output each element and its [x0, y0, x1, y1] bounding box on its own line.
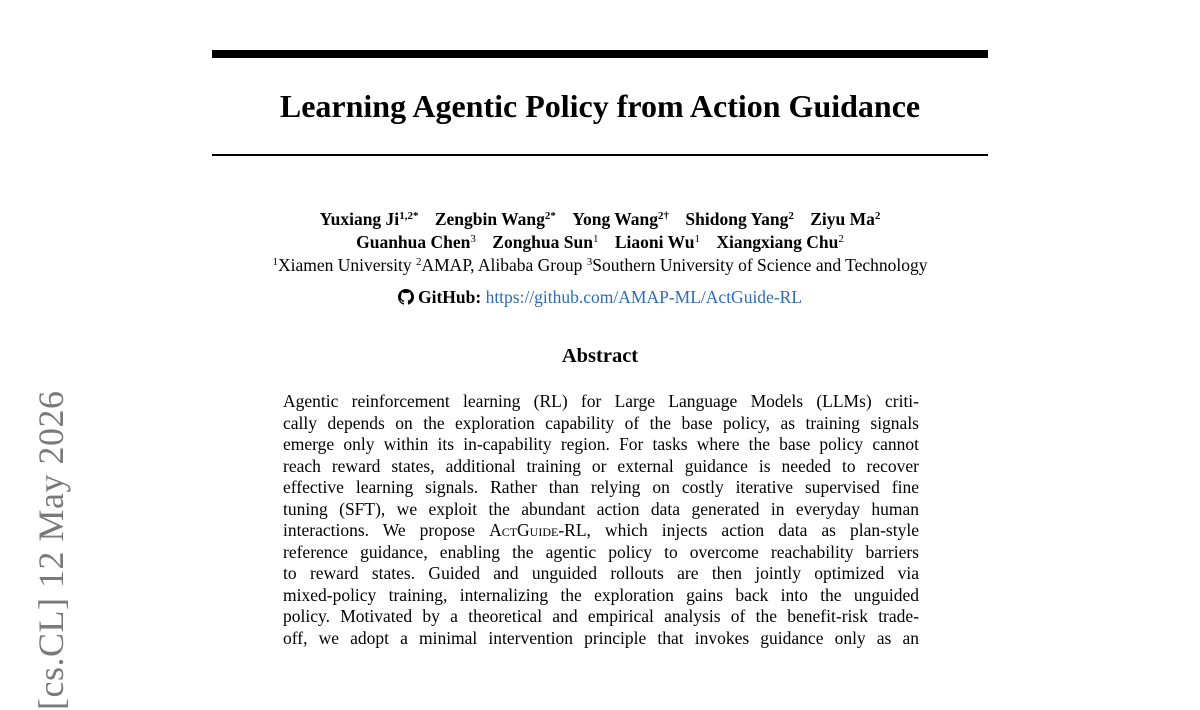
abstract-line: effective learning signals. Rather than relying on costly iterative supervised fine — [283, 477, 919, 497]
abstract-line: off, we adopt a minimal intervention principle that invokes guidance only as an — [283, 627, 919, 648]
affiliation: Xiamen University — [277, 255, 412, 275]
abstract-body — [283, 391, 919, 649]
abstract-line: mixed-policy training, internalizing the exploration gains back into the unguided — [283, 584, 919, 605]
abstract-line: Agentic reinforcement learning (RL) for Large Language Models (LLMs) criti- — [283, 391, 919, 411]
abstract-line: policy. Motivated by a theoretical and empirical analysis of the benefit-risk trade- — [283, 606, 919, 626]
github-label: GitHub: — [417, 287, 482, 307]
github-url-link[interactable]: https://github.com/AMAP-ML/ActGuide-RL — [485, 287, 803, 307]
paper-title: Learning Agentic Policy from Action Guidance — [279, 88, 921, 124]
author: Ziyu Ma$^2$ — [810, 209, 881, 229]
arxiv-side-stamp: [cs.CL] 12 May 2026 — [31, 390, 71, 710]
abstract-line: to reward states. Guided and unguided rollouts are then jointly optimized via — [283, 563, 919, 583]
abstract-line: reach reward states, additional training or external guidance is needed to recover — [283, 455, 919, 476]
author-list-row-2 — [212, 231, 988, 253]
author-list-row-1 — [212, 208, 988, 230]
abstract-line: reference guidance, enabling the agentic policy to overcome reachability barriers — [283, 541, 919, 562]
affiliation: AMAP, Alibaba Group — [421, 255, 583, 275]
author: Shidong Yang$^2$ — [685, 209, 794, 229]
affiliation: Southern University of Science and Technology — [592, 255, 928, 275]
affiliations: $^1$Xiamen University $^2$AMAP, Alibaba Group $^3$Southern University of Science and Technology — [272, 255, 928, 275]
abstract-line: tuning (SFT), we exploit the abundant action data generated in everyday human — [283, 498, 919, 519]
title-top-rule — [212, 50, 988, 58]
method-name: ActGuide — [489, 520, 559, 540]
author: Yuxiang $Ji^{1,2*}$ — [319, 209, 419, 229]
author: Yong Wang$^{2\dagger}$ — [572, 209, 670, 229]
title-bottom-rule — [212, 154, 988, 156]
author: Zonghua Sun$^1$ — [492, 232, 599, 252]
author: Liaoni Wu$^1$ — [614, 232, 700, 252]
author: Zengbin Wang$^{2*}$ — [434, 209, 556, 229]
github-link-row — [212, 286, 988, 310]
abstract-line: cally depends on the exploration capability of the base policy, as training signals — [283, 412, 919, 433]
github-icon — [398, 288, 414, 310]
abstract-line: emerge only within its in-capability region. For tasks where the base policy cannot — [283, 434, 919, 454]
abstract-line: interactions. We propose ActGuide-RL, which injects action data as plan-style — [283, 520, 919, 540]
author: Xiangxiang Chu$^2$ — [716, 232, 844, 252]
author: Guanhua Chen$^3$ — [356, 232, 476, 252]
abstract-heading: Abstract — [561, 345, 639, 367]
